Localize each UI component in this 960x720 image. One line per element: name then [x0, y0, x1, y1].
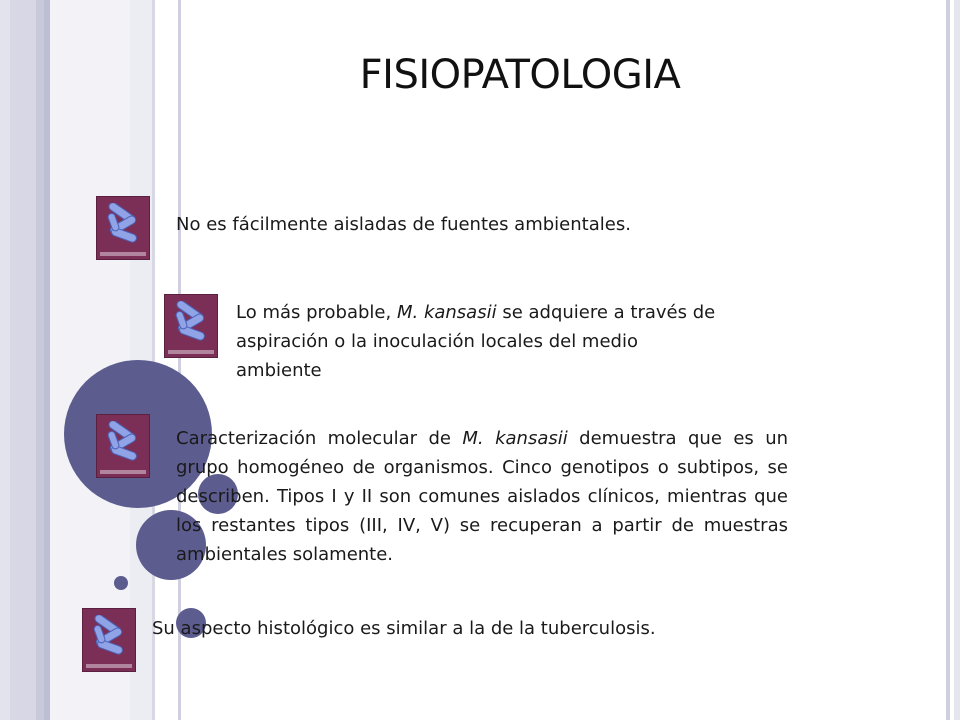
species-name: M. kansasii — [462, 428, 568, 449]
bullet-text — [236, 298, 716, 385]
bacteria-image-icon — [164, 294, 218, 358]
bullet-text-before: Lo más probable, — [236, 302, 397, 323]
frame-band — [36, 0, 44, 720]
bacteria-image-icon — [96, 196, 150, 260]
bullet-text-content: Su aspecto histológico es similar a la de la tuberculosis. — [152, 618, 656, 639]
bullet-text — [176, 424, 788, 569]
frame-right-rule — [946, 0, 950, 720]
bullet-text-after: demuestra que es un grupo homogéneo de organismos. Cinco genotipos o subtipos, se describen. Tipos I y II son comunes aislados clínicos, mientras que los restantes tipos (III, IV, V) se recuperan a partir de muestras ambientales solamente. — [176, 428, 789, 565]
decor-circle-dot — [114, 576, 128, 590]
bullet-text-content: No es fácilmente aisladas de fuentes ambientales. — [176, 214, 631, 235]
bacteria-image-icon — [82, 608, 136, 672]
bacteria-image-icon — [96, 414, 150, 478]
frame-line — [152, 0, 155, 720]
bullet-text-before: Caracterización molecular de — [176, 428, 463, 449]
species-name: M. kansasii — [396, 302, 497, 323]
bullet-text-after: se adquiere a través de aspiración o la inoculación locales del medio ambiente — [236, 302, 716, 381]
bullet-text — [176, 210, 736, 239]
page-title: FISIOPATOLOGIA — [359, 52, 681, 98]
frame-band — [0, 0, 10, 720]
frame-right-rule — [954, 0, 960, 720]
frame-band — [10, 0, 36, 720]
bullet-text — [152, 614, 752, 643]
